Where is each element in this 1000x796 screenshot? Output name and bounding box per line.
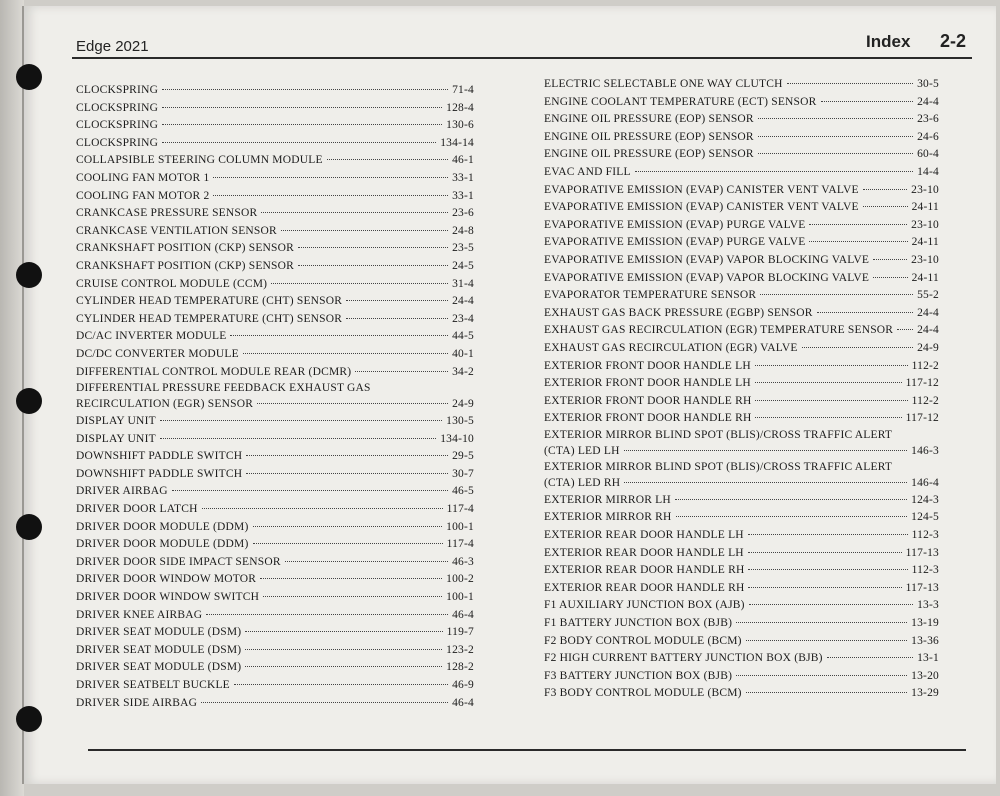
punch-hole [16,706,42,732]
entry-page-ref: 24-6 [917,130,939,143]
entry-page-ref: 31-4 [452,277,474,290]
entry-name: CLOCKSPRING [76,136,159,149]
dot-leader [873,259,907,260]
dot-leader [748,534,908,535]
index-entry [544,76,939,94]
entry-page-ref: 71-4 [452,84,474,96]
dot-leader [758,153,913,154]
entry-name: F3 BODY CONTROL MODULE (BCM) [544,687,742,700]
dot-leader [160,420,442,421]
dot-leader [162,142,436,143]
entry-name-line1: EXTERIOR MIRROR BLIND SPOT (BLIS)/CROSS TRAFFIC ALERT [544,460,893,473]
entry-name: EXHAUST GAS RECIRCULATION (EGR) VALVE [544,341,798,354]
dot-leader [624,482,907,483]
entry-page-ref: 112-3 [911,564,939,577]
entry-name: COOLING FAN MOTOR 2 [76,189,210,202]
entry-page-ref: 24-11 [911,271,939,284]
entry-name: DRIVER KNEE AIRBAG [76,608,203,621]
entry-name: CYLINDER HEAD TEMPERATURE (CHT) SENSOR [76,312,343,325]
index-column-left [76,82,474,712]
entry-page-ref: 128-4 [446,101,474,114]
dot-leader [749,604,913,605]
entry-name: DOWNSHIFT PADDLE SWITCH [76,467,243,480]
dot-leader [246,455,448,456]
dot-leader [162,89,448,90]
entry-page-ref: 13-19 [911,617,939,630]
index-entry [76,258,474,276]
entry-page-ref: 117-12 [905,377,939,390]
entry-name: EXTERIOR FRONT DOOR HANDLE RH [544,394,752,407]
punch-hole [16,64,42,90]
entry-page-ref: 23-10 [911,253,939,266]
entry-name: F1 BATTERY JUNCTION BOX (BJB) [544,617,733,630]
dot-leader [827,657,913,658]
index-entry [76,328,474,346]
entry-name-line1: EXTERIOR MIRROR BLIND SPOT (BLIS)/CROSS TRAFFIC ALERT [544,428,893,441]
index-entry [544,492,939,510]
dot-leader [748,569,907,570]
entry-page-ref: 46-4 [452,696,474,709]
dot-leader [760,294,913,295]
entry-page-ref: 33-1 [452,189,474,202]
entry-name: EVAPORATIVE EMISSION (EVAP) CANISTER VENT VALVE [544,183,859,196]
entry-name: EXTERIOR MIRROR RH [544,511,672,524]
entry-name: CLOCKSPRING [76,101,159,114]
entry-name: EVAC AND FILL [544,165,631,178]
dot-leader [863,206,908,207]
entry-name: DRIVER DOOR WINDOW MOTOR [76,573,257,586]
entry-page-ref: 117-13 [905,546,939,559]
entry-page-ref: 46-9 [452,679,474,691]
index-entry [544,428,939,460]
index-entry [76,152,474,170]
entry-page-ref: 123-2 [446,643,474,656]
entry-name: ENGINE OIL PRESSURE (EOP) SENSOR [544,148,754,161]
entry-page-ref: 13-36 [911,634,939,647]
index-entry [76,82,474,100]
dot-leader [755,400,907,401]
index-entry [76,431,474,449]
index-entry [76,695,474,713]
entry-name: EXTERIOR REAR DOOR HANDLE LH [544,546,744,559]
index-entry [76,501,474,519]
index-entry [76,276,474,294]
dot-leader [802,347,914,348]
index-entry [76,554,474,572]
punch-hole [16,388,42,414]
dot-leader [758,136,913,137]
dot-leader [257,403,448,404]
entry-page-ref: 55-2 [917,289,939,302]
index-entry [76,311,474,329]
index-entry [544,633,939,651]
index-entry [544,460,939,492]
index-entry [76,223,474,241]
entry-page-ref: 23-10 [911,183,939,196]
index-entry [76,624,474,642]
entry-page-ref: 124-5 [911,511,939,524]
index-entry [544,199,939,217]
dot-leader [675,499,907,500]
entry-name: DRIVER DOOR MODULE (DDM) [76,538,249,551]
index-entry [544,597,939,615]
entry-page-ref: 24-4 [917,324,939,337]
index-entry [76,571,474,589]
entry-name: EXTERIOR MIRROR LH [544,493,671,506]
entry-name: EXTERIOR FRONT DOOR HANDLE LH [544,377,751,390]
dot-leader [863,189,907,190]
entry-page-ref: 24-8 [452,224,474,237]
entry-name: EXHAUST GAS BACK PRESSURE (EGBP) SENSOR [544,306,813,319]
index-entry [544,410,939,428]
entry-page-ref: 146-4 [911,476,939,489]
entry-page-ref: 117-13 [905,581,939,594]
index-entry [76,413,474,431]
entry-name: DISPLAY UNIT [76,432,156,445]
dot-leader [755,382,902,383]
entry-page-ref: 130-5 [446,415,474,428]
dot-leader [327,159,448,160]
index-entry [544,252,939,270]
dot-leader [245,631,442,632]
index-entry [76,346,474,364]
index-entry [544,393,939,411]
entry-name: DRIVER DOOR MODULE (DDM) [76,520,249,533]
entry-page-ref: 117-4 [446,538,474,551]
entry-page-ref: 100-2 [446,573,474,586]
entry-name: F3 BATTERY JUNCTION BOX (BJB) [544,669,733,682]
dot-leader [260,578,442,579]
entry-page-ref: 128-2 [446,661,474,674]
index-entry [544,129,939,147]
index-entry [76,466,474,484]
entry-page-ref: 46-5 [452,485,474,498]
index-entry [76,589,474,607]
entry-name: CRANKSHAFT POSITION (CKP) SENSOR [76,242,295,255]
index-entry [544,322,939,340]
entry-name: CYLINDER HEAD TEMPERATURE (CHT) SENSOR [76,295,343,308]
index-entry [76,135,474,153]
dot-leader [285,561,448,562]
entry-name: DRIVER SEATBELT BUCKLE [76,679,230,691]
entry-page-ref: 100-1 [446,520,474,533]
dot-leader [160,438,436,439]
entry-name: CRUISE CONTROL MODULE (CCM) [76,277,268,290]
entry-page-ref: 13-29 [911,687,939,700]
dot-leader [755,365,908,366]
dot-leader [736,622,907,623]
dot-leader [298,265,448,266]
entry-page-ref: 134-10 [440,432,474,445]
entry-name: EVAPORATIVE EMISSION (EVAP) PURGE VALVE [544,236,806,249]
entry-name: DC/DC CONVERTER MODULE [76,347,239,360]
entry-name: COOLING FAN MOTOR 1 [76,171,210,184]
index-entry [544,545,939,563]
entry-name: ENGINE OIL PRESSURE (EOP) SENSOR [544,130,754,143]
index-entry [76,100,474,118]
dot-leader [755,417,901,418]
index-entry [76,536,474,554]
entry-page-ref: 30-7 [452,467,474,480]
section-title: Index [866,32,911,51]
index-entry [544,375,939,393]
dot-leader [246,473,448,474]
index-entry [544,305,939,323]
dot-leader [206,614,448,615]
vehicle-model-label: Edge 2021 [76,38,149,55]
index-entry [76,483,474,501]
entry-page-ref: 119-7 [446,626,474,639]
footer-rule [88,749,966,751]
index-entry [544,146,939,164]
dot-leader [202,508,443,509]
entry-name: ENGINE OIL PRESSURE (EOP) SENSOR [544,113,754,126]
entry-name: F2 HIGH CURRENT BATTERY JUNCTION BOX (BJB) [544,652,823,665]
entry-name-line1: DIFFERENTIAL PRESSURE FEEDBACK EXHAUST GAS [76,382,371,395]
entry-name: ENGINE COOLANT TEMPERATURE (ECT) SENSOR [544,95,817,108]
dot-leader [897,329,913,330]
dot-leader [234,684,448,685]
index-entry [544,685,939,703]
entry-page-ref: 117-4 [446,503,474,516]
dot-leader [676,516,908,517]
entry-name: DRIVER DOOR SIDE IMPACT SENSOR [76,555,281,568]
entry-page-ref: 46-3 [452,555,474,568]
dot-leader [346,300,448,301]
index-entry [544,615,939,633]
entry-name: DOWNSHIFT PADDLE SWITCH [76,450,243,463]
entry-name: EXTERIOR FRONT DOOR HANDLE RH [544,412,752,425]
dot-leader [201,702,448,703]
entry-name: EXTERIOR REAR DOOR HANDLE RH [544,581,745,594]
entry-name: CRANKCASE PRESSURE SENSOR [76,207,258,220]
entry-page-ref: 24-9 [452,398,474,411]
dot-leader [230,335,448,336]
entry-page-ref: 23-6 [452,207,474,220]
entry-name: EVAPORATOR TEMPERATURE SENSOR [544,289,757,302]
dot-leader [817,312,913,313]
dot-leader [253,526,443,527]
dot-leader [245,666,442,667]
index-entry [544,270,939,288]
entry-name: DISPLAY UNIT [76,415,156,428]
dot-leader [873,277,907,278]
index-entry [76,170,474,188]
index-entry [76,381,474,413]
entry-name: DRIVER DOOR WINDOW SWITCH [76,591,260,604]
entry-page-ref: 23-10 [911,218,939,231]
dot-leader [298,247,448,248]
index-entry [544,217,939,235]
index-entry [544,562,939,580]
entry-page-ref: 30-5 [917,78,939,90]
entry-name: EVAPORATIVE EMISSION (EVAP) PURGE VALVE [544,218,806,231]
index-entry [544,182,939,200]
entry-page-ref: 23-5 [452,242,474,255]
entry-name: F2 BODY CONTROL MODULE (BCM) [544,634,742,647]
entry-name: (CTA) LED RH [544,476,621,489]
index-entry [544,287,939,305]
dot-leader [271,283,448,284]
index-entry [76,240,474,258]
entry-name: DRIVER SIDE AIRBAG [76,696,198,709]
entry-page-ref: 24-4 [452,295,474,308]
entry-page-ref: 29-5 [452,450,474,463]
entry-name: CLOCKSPRING [76,119,159,132]
entry-page-ref: 23-6 [917,113,939,126]
entry-page-ref: 24-11 [911,236,939,249]
entry-name: EXTERIOR REAR DOOR HANDLE RH [544,564,745,577]
entry-name: RECIRCULATION (EGR) SENSOR [76,398,254,411]
entry-page-ref: 13-20 [911,669,939,682]
dot-leader [736,675,907,676]
dot-leader [748,587,901,588]
entry-page-ref: 24-4 [917,306,939,319]
index-entry [76,364,474,382]
entry-page-ref: 13-3 [917,599,939,612]
entry-page-ref: 112-2 [911,359,939,372]
entry-name: F1 AUXILIARY JUNCTION BOX (AJB) [544,599,745,612]
entry-name: DRIVER SEAT MODULE (DSM) [76,661,242,674]
entry-name: COLLAPSIBLE STEERING COLUMN MODULE [76,154,323,167]
entry-name: DRIVER AIRBAG [76,485,168,498]
dot-leader [821,101,914,102]
dot-leader [263,596,442,597]
entry-name: EVAPORATIVE EMISSION (EVAP) VAPOR BLOCKING VALVE [544,253,870,266]
entry-page-ref: 112-3 [911,529,939,542]
entry-page-ref: 60-4 [917,148,939,161]
entry-page-ref: 13-1 [917,652,939,665]
index-entry [544,340,939,358]
dot-leader [261,212,448,213]
entry-name: DC/AC INVERTER MODULE [76,330,227,343]
index-entry [544,527,939,545]
dot-leader [787,83,913,84]
index-entry [76,205,474,223]
index-entry [544,509,939,527]
entry-name: EXHAUST GAS RECIRCULATION (EGR) TEMPERATURE SENSOR [544,324,894,337]
index-entry [76,607,474,625]
dot-leader [245,649,442,650]
dot-leader [746,692,907,693]
entry-page-ref: 134-14 [440,136,474,149]
entry-name: ELECTRIC SELECTABLE ONE WAY CLUTCH [544,78,783,90]
dot-leader [162,107,442,108]
entry-page-ref: 130-6 [446,119,474,132]
dot-leader [746,640,907,641]
page-number: 2-2 [940,31,967,51]
entry-page-ref: 100-1 [446,591,474,604]
header-rule [72,57,972,59]
entry-page-ref: 24-9 [917,341,939,354]
index-entry [544,668,939,686]
index-entry [544,234,939,252]
entry-name: CRANKSHAFT POSITION (CKP) SENSOR [76,259,295,272]
dot-leader [355,371,448,372]
entry-page-ref: 112-2 [911,394,939,407]
punch-hole [16,514,42,540]
dot-leader [624,450,908,451]
entry-name: EVAPORATIVE EMISSION (EVAP) VAPOR BLOCKING VALVE [544,271,870,284]
dot-leader [253,543,443,544]
entry-name: DRIVER DOOR LATCH [76,503,198,516]
entry-name: EVAPORATIVE EMISSION (EVAP) CANISTER VENT VALVE [544,201,859,214]
index-column-right [544,76,939,703]
index-entry [76,677,474,695]
entry-name: EXTERIOR FRONT DOOR HANDLE LH [544,359,751,372]
entry-name: DIFFERENTIAL CONTROL MODULE REAR (DCMR) [76,365,352,378]
dot-leader [172,490,448,491]
entry-name: DRIVER SEAT MODULE (DSM) [76,626,242,639]
entry-name: CLOCKSPRING [76,84,159,96]
index-entry [544,580,939,598]
index-entry [76,519,474,537]
dot-leader [635,171,913,172]
dot-leader [243,353,448,354]
entry-page-ref: 40-1 [452,347,474,360]
entry-name: EXTERIOR REAR DOOR HANDLE LH [544,529,744,542]
dot-leader [213,177,448,178]
entry-name: DRIVER SEAT MODULE (DSM) [76,643,242,656]
dot-leader [748,552,902,553]
entry-page-ref: 117-12 [905,412,939,425]
index-entry [76,642,474,660]
entry-name: (CTA) LED LH [544,444,620,457]
index-entry [76,448,474,466]
entry-page-ref: 24-4 [917,95,939,108]
index-entry [76,293,474,311]
index-entry [76,659,474,677]
index-entry [544,164,939,182]
dot-leader [758,118,913,119]
index-entry [76,117,474,135]
dot-leader [809,241,907,242]
entry-page-ref: 124-3 [911,493,939,506]
index-entry [544,94,939,112]
index-entry [544,111,939,129]
punch-hole [16,262,42,288]
entry-page-ref: 14-4 [917,165,939,178]
entry-page-ref: 46-4 [452,608,474,621]
entry-page-ref: 44-5 [452,330,474,343]
dot-leader [213,195,448,196]
index-entry [544,650,939,668]
dot-leader [809,224,907,225]
entry-page-ref: 34-2 [452,365,474,378]
dot-leader [281,230,448,231]
index-entry [544,358,939,376]
index-entry [76,188,474,206]
entry-page-ref: 33-1 [452,171,474,184]
entry-name: CRANKCASE VENTILATION SENSOR [76,224,277,237]
dot-leader [162,124,442,125]
entry-page-ref: 24-5 [452,259,474,272]
entry-page-ref: 146-3 [911,444,939,457]
entry-page-ref: 46-1 [452,154,474,167]
entry-page-ref: 23-4 [452,312,474,325]
entry-page-ref: 24-11 [911,201,939,214]
dot-leader [346,318,448,319]
